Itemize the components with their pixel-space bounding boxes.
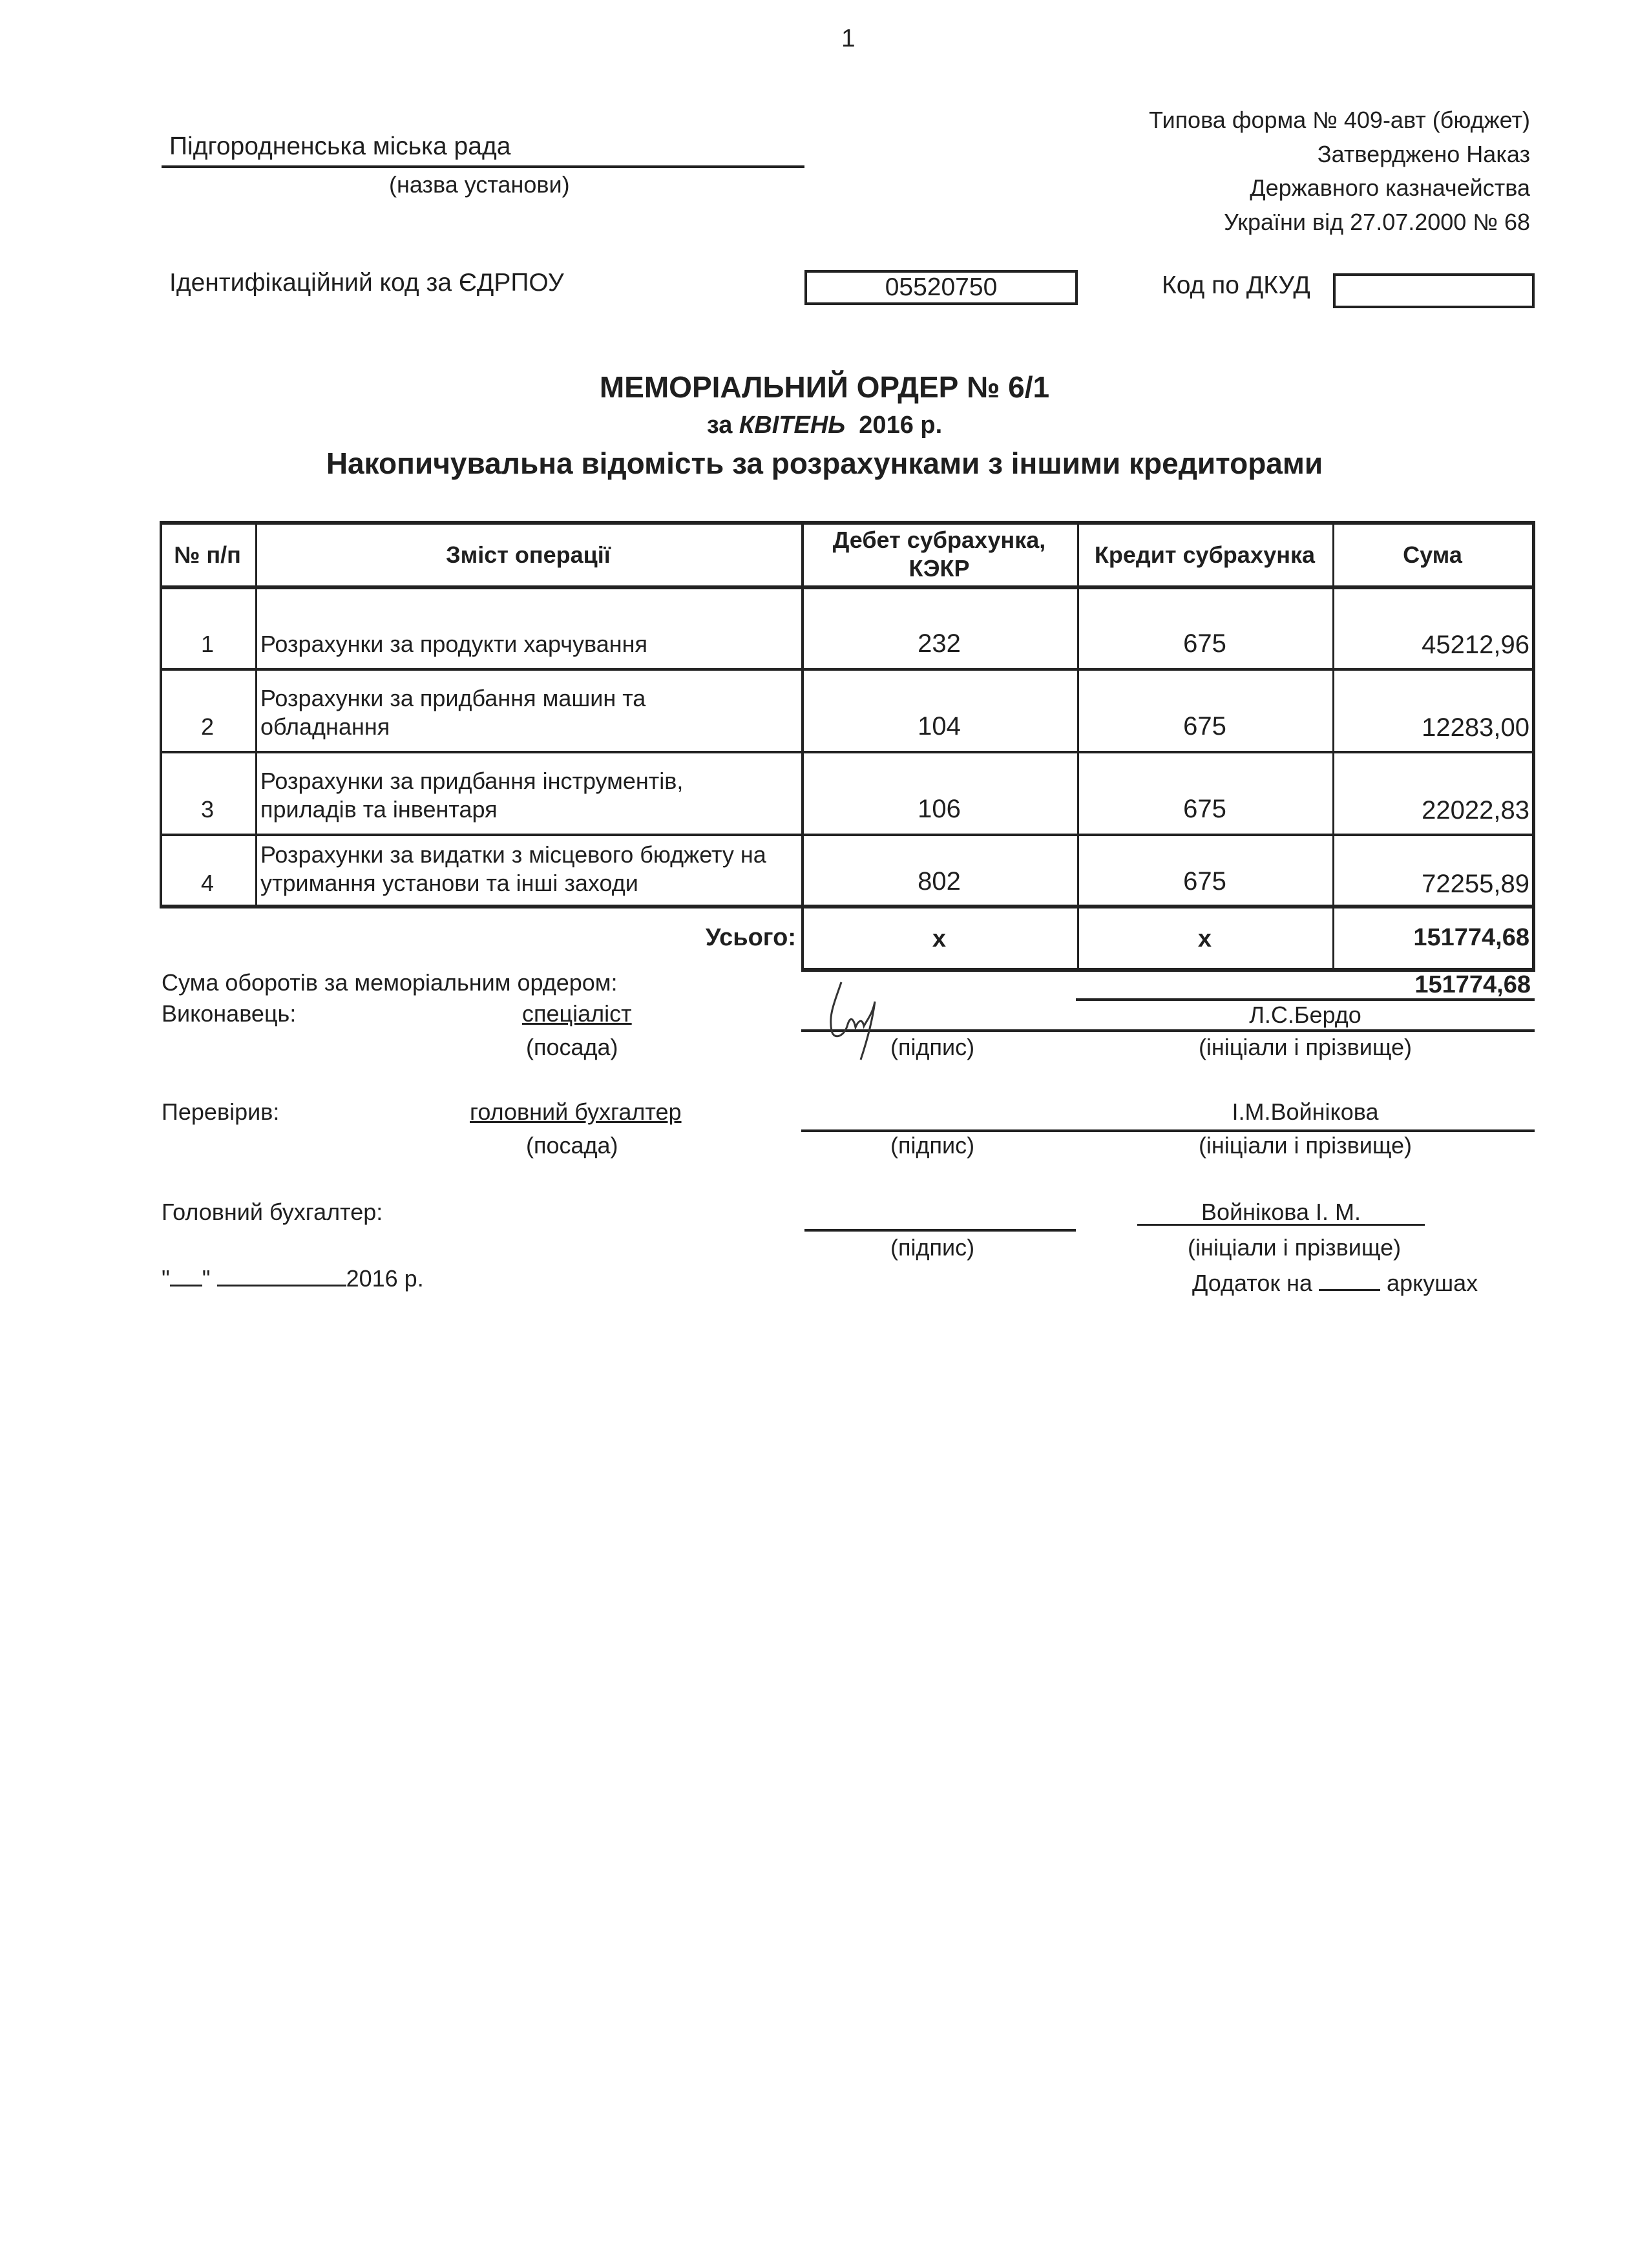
row-debit: 232	[918, 629, 961, 658]
total-credit: x	[1197, 925, 1212, 952]
header-sum: Сума	[1403, 541, 1462, 568]
checked-position-caption: (посада)	[526, 1132, 618, 1159]
row-num: 3	[200, 796, 215, 823]
row-sum: 22022,83	[1422, 796, 1529, 824]
executor-label: Виконавець:	[162, 1000, 297, 1027]
form-info-line-4: України від 27.07.2000 № 68	[1223, 209, 1530, 235]
header-debit	[801, 526, 1077, 583]
date-day-blank	[170, 1285, 202, 1286]
page-number: 1	[841, 25, 856, 52]
header-debit-line2: КЭКР	[909, 555, 970, 582]
executor-signature-line	[801, 1029, 1535, 1032]
institution-caption: (назва установи)	[389, 171, 570, 198]
document-heading: Накопичувальна відомість за розрахунками з іншими кредиторами	[326, 446, 1323, 480]
executor-name-caption: (ініціали і прізвище)	[1198, 1034, 1413, 1060]
executor-position: спеціаліст	[522, 1000, 632, 1027]
date-month-blank	[217, 1285, 346, 1286]
form-info-line-1: Типова форма № 409-авт (бюджет)	[1149, 107, 1530, 133]
row-credit: 675	[1183, 795, 1226, 823]
row-debit: 802	[918, 867, 961, 896]
edrpou-field	[804, 270, 1078, 305]
row-num: 2	[200, 713, 215, 740]
executor-position-caption: (посада)	[526, 1034, 618, 1060]
chief-name-caption: (ініціали і прізвище)	[1188, 1234, 1402, 1261]
checked-signature-caption: (підпис)	[890, 1132, 975, 1159]
attachment-note	[1192, 1270, 1478, 1297]
row-credit: 675	[1183, 629, 1226, 658]
row-content-line2: утримання установи та інші заходи	[260, 870, 638, 896]
total-sum: 151774,68	[1413, 924, 1529, 951]
chief-signature-caption: (підпис)	[890, 1234, 975, 1261]
total-label: Усього:	[705, 924, 796, 951]
row-content-line1: Розрахунки за придбання інструментів,	[260, 768, 684, 794]
row-credit: 675	[1183, 867, 1226, 896]
attachment-count-blank	[1319, 1289, 1380, 1291]
header-debit-line1: Дебет субрахунка,	[832, 527, 1046, 553]
row-sum: 45212,96	[1422, 631, 1529, 659]
dkud-label: Код по ДКУД	[1162, 271, 1310, 299]
header-content: Зміст операції	[446, 541, 611, 568]
row-sum: 72255,89	[1422, 870, 1529, 898]
document-period	[0, 412, 1649, 439]
checked-name: І.М.Войнікова	[1232, 1098, 1379, 1125]
row-content-line2: Розрахунки за продукти харчування	[260, 631, 647, 657]
chief-accountant-label: Головний бухгалтер:	[162, 1199, 383, 1225]
turnover-underline	[1076, 998, 1535, 1001]
chief-name: Войнікова І. М.	[1201, 1199, 1361, 1225]
checked-label: Перевірив:	[162, 1098, 280, 1125]
header-credit: Кредит субрахунка	[1094, 541, 1316, 568]
date-quote-close: "	[202, 1265, 211, 1292]
row-num: 4	[200, 870, 215, 896]
row-sum: 12283,00	[1422, 713, 1529, 742]
row-debit: 106	[918, 795, 961, 823]
ledger-table	[160, 521, 1535, 973]
turnover-value: 151774,68	[1414, 971, 1531, 998]
row-num: 1	[200, 631, 215, 657]
form-info-line-2: Затверджено Наказ	[1317, 141, 1530, 167]
date-field	[162, 1265, 424, 1292]
form-info-line-3: Державного казначейства	[1250, 174, 1530, 201]
period-year: 2016 р.	[859, 412, 943, 439]
row-content-line2: обладнання	[260, 713, 390, 740]
attachment-prefix: Додаток на	[1192, 1270, 1313, 1296]
row-content-line2: приладів та інвентаря	[260, 796, 498, 823]
institution-name: Підгородненська міська рада	[169, 132, 511, 160]
institution-underline	[162, 165, 804, 168]
chief-signature-line	[804, 1229, 1076, 1232]
row-content-line1: Розрахунки за видатки з місцевого бюджету на	[260, 841, 766, 868]
turnover-label: Сума оборотів за меморіальним ордером:	[162, 969, 618, 996]
dkud-field	[1333, 273, 1535, 308]
edrpou-label: Ідентифікаційний код за ЄДРПОУ	[169, 269, 564, 297]
executor-name: Л.С.Бердо	[1249, 1002, 1361, 1028]
row-debit: 104	[918, 712, 961, 740]
attachment-suffix: аркушах	[1387, 1270, 1478, 1296]
period-prefix: за	[706, 412, 733, 439]
row-content-line1: Розрахунки за придбання машин та	[260, 685, 646, 711]
checked-name-caption: (ініціали і прізвище)	[1198, 1132, 1413, 1159]
header-num: № п/п	[174, 541, 241, 568]
executor-signature-icon	[815, 976, 887, 1066]
document-title: МЕМОРІАЛЬНИЙ ОРДЕР № 6/1	[599, 370, 1050, 404]
total-debit: x	[932, 925, 947, 952]
date-quote-open: "	[162, 1265, 170, 1292]
checked-position: головний бухгалтер	[470, 1098, 682, 1125]
edrpou-value: 05520750	[885, 273, 998, 301]
executor-signature-caption: (підпис)	[890, 1034, 975, 1060]
row-credit: 675	[1183, 712, 1226, 740]
period-month: КВІТЕНЬ	[739, 412, 846, 439]
date-year: 2016 р.	[346, 1265, 424, 1292]
